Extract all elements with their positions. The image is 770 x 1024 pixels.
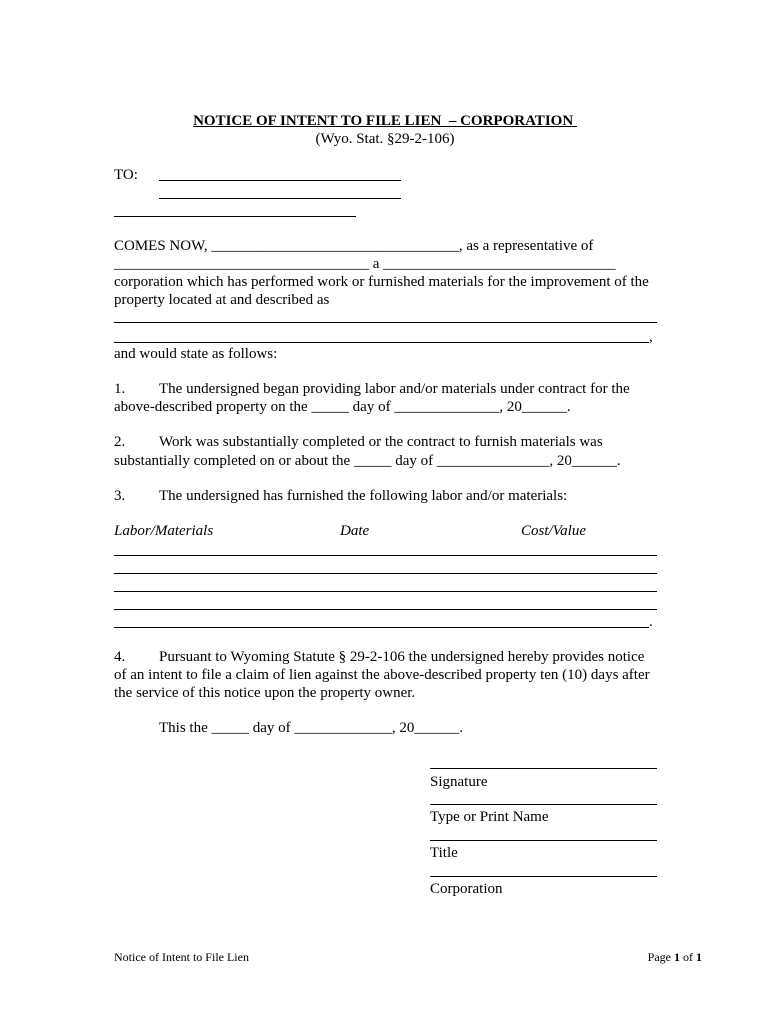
to-line-1: [159, 180, 401, 181]
paragraph-2-line-2: substantially completed on or about the _____ day of _______________, 20______.: [114, 453, 621, 469]
page-number: [648, 948, 702, 966]
column-date: Date: [340, 523, 370, 539]
signature-label: Signature: [430, 774, 488, 790]
column-labor-materials: Labor/Materials: [114, 523, 214, 539]
paragraph-2-line-1: Work was substantially completed or the contract to furnish materials was: [159, 434, 603, 450]
comma: ,: [649, 329, 653, 345]
property-description-line-1: [114, 322, 657, 323]
page-current: 1: [674, 950, 680, 964]
corporation-label: Corporation: [430, 881, 503, 897]
paragraph-4-line-1: Pursuant to Wyoming Statute § 29-2-106 the undersigned hereby provides notice: [159, 649, 645, 665]
property-description-line-2: [114, 342, 649, 343]
page-total: 1: [696, 950, 702, 964]
footer-title: Notice of Intent to File Lien: [114, 950, 249, 964]
representative-line: __________________________________ a _______________________________: [114, 256, 616, 272]
paragraph-1-line-2: above-described property on the _____ day of ______________, 20______.: [114, 399, 571, 415]
document-subtitle: (Wyo. Stat. §29-2-106): [315, 131, 455, 147]
to-line-3: [114, 216, 356, 217]
column-cost-value: Cost/Value: [521, 523, 587, 539]
corporation-sign-line: [430, 876, 657, 877]
paragraph-3-line-1: The undersigned has furnished the following labor and/or materials:: [159, 488, 568, 504]
corporation-line: corporation which has performed work or furnished materials for the improvement of the: [114, 274, 649, 290]
dated-line: This the _____ day of _____________, 20______.: [159, 720, 464, 736]
paragraph-1-line-1: The undersigned began providing labor and/or materials under contract for the: [159, 381, 630, 397]
comes-now-line: COMES NOW, _________________________________, as a representative of: [114, 238, 594, 254]
paragraph-3-number: 3.: [114, 488, 126, 504]
materials-line-4: [114, 609, 657, 610]
paragraph-2-number: 2.: [114, 434, 126, 450]
print-name-line: [430, 804, 657, 805]
materials-line-5: [114, 627, 649, 628]
print-name-label: Type or Print Name: [430, 809, 549, 825]
page-prefix: Page: [647, 950, 674, 964]
property-line: property located at and described as: [114, 292, 330, 308]
paragraph-4-line-2: of an intent to file a claim of lien against the above-described property ten (10) days after: [114, 667, 650, 683]
to-label: TO:: [114, 167, 138, 183]
to-line-2: [159, 198, 401, 199]
signature-line: [430, 768, 657, 769]
state-as-follows: and would state as follows:: [114, 346, 278, 362]
paragraph-4-line-3: the service of this notice upon the property owner.: [114, 685, 416, 701]
materials-line-1: [114, 555, 657, 556]
document-title: NOTICE OF INTENT TO FILE LIEN – CORPORATION: [193, 113, 577, 129]
period: .: [649, 614, 653, 630]
materials-line-2: [114, 573, 657, 574]
materials-line-3: [114, 591, 657, 592]
title-label: Title: [430, 845, 458, 861]
title-line: [430, 840, 657, 841]
paragraph-1-number: 1.: [114, 381, 126, 397]
paragraph-4-number: 4.: [114, 649, 126, 665]
page-of: of: [680, 950, 696, 964]
